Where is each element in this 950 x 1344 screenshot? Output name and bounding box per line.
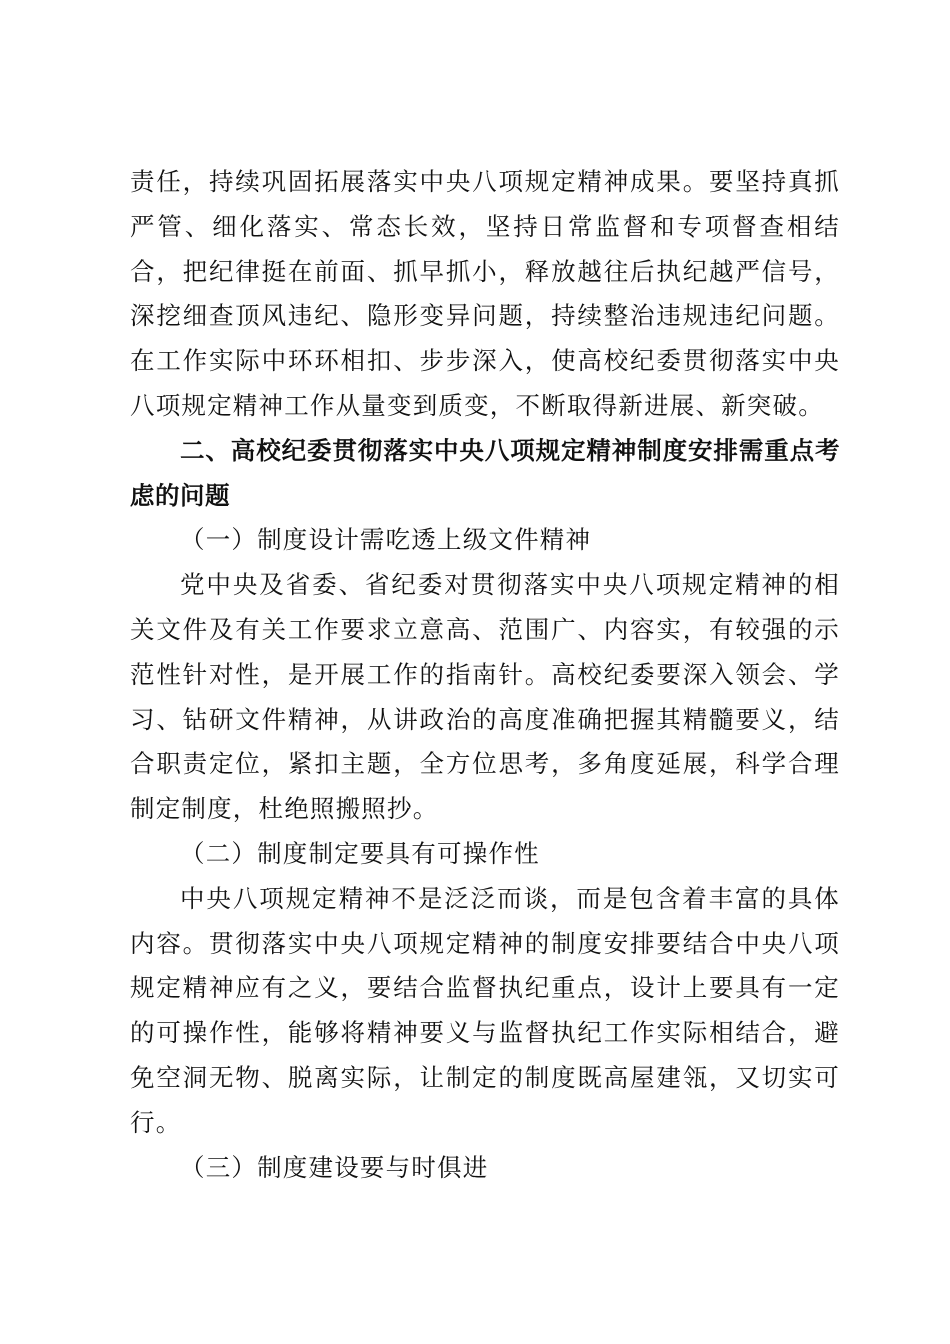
body-paragraph: 党中央及省委、省纪委对贯彻落实中央八项规定精神的相关文件及有关工作要求立意高、范围广、内容实，有较强的示范性针对性，是开展工作的指南针。高校纪委要深入领会、学习、钻研文件精神，从讲政治的高度准确把握其精髓要义，结合职责定位，紧扣主题，全方位思考，多角度延展，科学合理制定制度，杜绝照搬照抄。 (130, 570, 840, 824)
subsection-title: （三）制度建设要与时俱进 (180, 1152, 489, 1182)
section-heading: 二、高校纪委贯彻落实中央八项规定精神制度安排需重点考虑的问题 (130, 435, 840, 510)
body-paragraph: 中央八项规定精神不是泛泛而谈，而是包含着丰富的具体内容。贯彻落实中央八项规定精神的制度安排要结合中央八项规定精神应有之义，要结合监督执纪重点，设计上要具有一定的可操作性，能够将精神要义与监督执纪工作实际相结合，避免空洞无物、脱离实际，让制定的制度既高屋建瓴，又切实可行。 (130, 883, 840, 1137)
body-paragraph: 责任，持续巩固拓展落实中央八项规定精神成果。要坚持真抓严管、细化落实、常态长效，坚持日常监督和专项督查相结合，把纪律挺在前面、抓早抓小，释放越往后执纪越严信号，深挖细查顶风违纪、隐形变异问题，持续整治违规违纪问题。在工作实际中环环相扣、步步深入，使高校纪委贯彻落实中央八项规定精神工作从量变到质变，不断取得新进展、新突破。 (130, 167, 840, 420)
subsection-title: （一）制度设计需吃透上级文件精神 (180, 525, 592, 555)
subsection-title: （二）制度制定要具有可操作性 (180, 838, 540, 868)
